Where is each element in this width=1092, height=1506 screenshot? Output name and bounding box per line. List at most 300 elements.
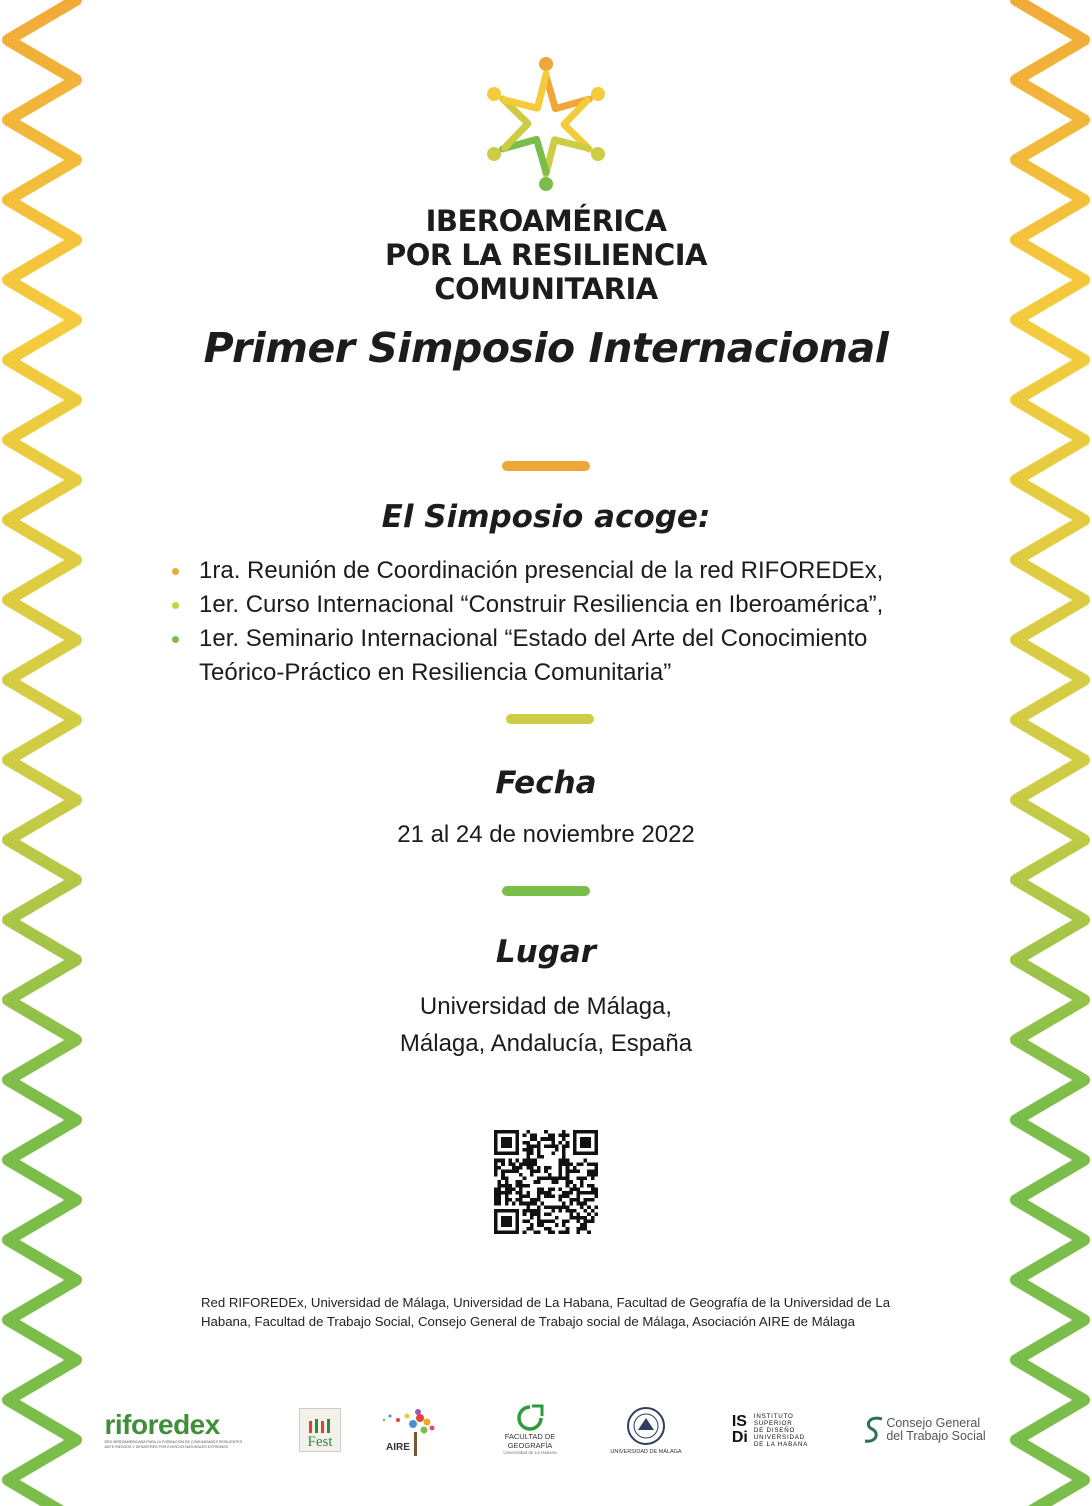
- qr-module: [587, 1212, 591, 1216]
- qr-module: [494, 1166, 498, 1170]
- qr-module: [498, 1202, 502, 1206]
- qr-module: [576, 1230, 580, 1234]
- qr-module: [562, 1148, 566, 1152]
- qr-module: [494, 1202, 498, 1206]
- qr-module: [494, 1159, 498, 1163]
- qr-module: [551, 1220, 555, 1224]
- qr-module: [530, 1134, 534, 1138]
- divider-orange: [502, 461, 590, 471]
- qr-module: [530, 1137, 534, 1141]
- isdi-line-3: DE DISEÑO: [753, 1426, 796, 1434]
- qr-module: [526, 1195, 530, 1199]
- fecha-value: 21 al 24 de noviembre 2022: [397, 821, 695, 848]
- qr-module: [580, 1227, 584, 1231]
- qr-module: [530, 1216, 534, 1220]
- qr-module: [541, 1191, 545, 1195]
- qr-module: [566, 1184, 570, 1188]
- qr-module: [537, 1144, 541, 1148]
- qr-module: [587, 1191, 591, 1195]
- qr-module: [591, 1220, 595, 1224]
- qr-module: [533, 1162, 537, 1166]
- bullet-dot-orange: [172, 568, 179, 575]
- logo-figure-head: [539, 57, 553, 71]
- qr-module: [501, 1177, 505, 1181]
- qr-module: [584, 1216, 588, 1220]
- qr-module: [591, 1191, 595, 1195]
- qr-module: [576, 1202, 580, 1206]
- qr-module: [559, 1198, 563, 1202]
- qr-module: [530, 1144, 534, 1148]
- qr-module: [559, 1177, 563, 1181]
- qr-module: [505, 1202, 509, 1206]
- qr-module: [566, 1205, 570, 1209]
- org-title-line-2: POR LA RESILIENCIA: [384, 238, 708, 272]
- qr-module: [566, 1144, 570, 1148]
- qr-module: [533, 1134, 537, 1138]
- organization-title: [0, 204, 1092, 306]
- qr-module: [537, 1180, 541, 1184]
- riforedex-logo: [102, 1395, 252, 1465]
- qr-module: [516, 1166, 520, 1170]
- qr-module: [569, 1162, 573, 1166]
- qr-module: [559, 1209, 563, 1213]
- qr-module: [566, 1195, 570, 1199]
- qr-module: [584, 1223, 588, 1227]
- qr-module: [562, 1152, 566, 1156]
- list-item-text: 1er. Seminario Internacional “Estado del Arte del Conocimiento Teórico-Práctico en Resiliencia Comunitaria”: [199, 625, 868, 686]
- symposium-title: Primer Simposio Internacional: [203, 324, 889, 372]
- qr-module: [537, 1141, 541, 1145]
- qr-module: [537, 1187, 541, 1191]
- qr-module: [580, 1223, 584, 1227]
- qr-module: [501, 1184, 505, 1188]
- uma-name: UNIVERSIDAD DE MÁLAGA: [610, 1448, 682, 1455]
- qr-module: [533, 1212, 537, 1216]
- geografia-line-1: FACULTAD DE: [504, 1432, 556, 1441]
- qr-module: [580, 1205, 584, 1209]
- qr-module: [526, 1159, 530, 1163]
- qr-module: [562, 1230, 566, 1234]
- qr-module: [533, 1144, 537, 1148]
- qr-module: [566, 1166, 570, 1170]
- logo-figure-head: [591, 147, 605, 161]
- qr-module: [544, 1212, 548, 1216]
- qr-module: [594, 1187, 598, 1191]
- qr-module: [551, 1137, 555, 1141]
- qr-module: [537, 1177, 541, 1181]
- qr-module: [523, 1195, 527, 1199]
- qr-module: [501, 1191, 505, 1195]
- logo-figure-arm: [546, 140, 588, 174]
- isdi-line-1: INSTITUTO: [753, 1412, 794, 1420]
- qr-module: [580, 1177, 584, 1181]
- qr-module: [591, 1198, 595, 1202]
- qr-module: [526, 1155, 530, 1159]
- qr-module: [530, 1169, 534, 1173]
- qr-module: [566, 1134, 570, 1138]
- qr-module: [519, 1191, 523, 1195]
- qr-module: [512, 1166, 516, 1170]
- qr-module: [533, 1180, 537, 1184]
- qr-module: [569, 1191, 573, 1195]
- qr-module: [587, 1173, 591, 1177]
- qr-module: [530, 1162, 534, 1166]
- qr-module: [566, 1230, 570, 1234]
- list-item-text: 1ra. Reunión de Coordinación presencial de la red RIFOREDEx,: [199, 557, 884, 584]
- bullet-dot-green: [172, 636, 179, 643]
- qr-module: [594, 1173, 598, 1177]
- qr-module: [523, 1134, 527, 1138]
- qr-module: [537, 1195, 541, 1199]
- qr-module: [526, 1220, 530, 1224]
- qr-module: [551, 1230, 555, 1234]
- qr-module: [505, 1180, 509, 1184]
- qr-module: [544, 1195, 548, 1199]
- qr-module: [573, 1169, 577, 1173]
- qr-module: [591, 1216, 595, 1220]
- list-item: [172, 588, 952, 622]
- universidad-malaga-logo: [606, 1395, 686, 1465]
- qr-module: [591, 1184, 595, 1188]
- qr-module: [530, 1152, 534, 1156]
- lugar-line-1: Universidad de Málaga,: [419, 993, 673, 1020]
- qr-module: [551, 1144, 555, 1148]
- qr-module: [523, 1212, 527, 1216]
- qr-module: [501, 1162, 505, 1166]
- qr-module: [516, 1184, 520, 1188]
- qr-module: [594, 1191, 598, 1195]
- qr-finder-pattern: [494, 1130, 519, 1155]
- qr-module: [559, 1187, 563, 1191]
- qr-module: [573, 1198, 577, 1202]
- qr-module: [541, 1223, 545, 1227]
- qr-module: [569, 1216, 573, 1220]
- qr-module: [505, 1195, 509, 1199]
- geografia-line-2: GEOGRAFÍA: [507, 1441, 553, 1450]
- qr-module: [569, 1202, 573, 1206]
- qr-module: [569, 1169, 573, 1173]
- qr-module: [537, 1166, 541, 1170]
- qr-module: [526, 1205, 530, 1209]
- qr-module: [548, 1212, 552, 1216]
- qr-module: [530, 1227, 534, 1231]
- qr-module: [555, 1148, 559, 1152]
- qr-module: [516, 1198, 520, 1202]
- qr-module: [591, 1177, 595, 1181]
- qr-module: [559, 1141, 563, 1145]
- qr-module: [584, 1202, 588, 1206]
- qr-module: [526, 1148, 530, 1152]
- qr-module: [587, 1230, 591, 1234]
- qr-module: [562, 1205, 566, 1209]
- qr-module: [512, 1162, 516, 1166]
- qr-module: [494, 1195, 498, 1199]
- qr-module: [533, 1137, 537, 1141]
- qr-module: [537, 1230, 541, 1234]
- consejo-trabajo-social-logo: [852, 1395, 996, 1465]
- qr-module: [548, 1220, 552, 1224]
- qr-module: [537, 1212, 541, 1216]
- qr-module: [548, 1177, 552, 1181]
- qr-module: [580, 1191, 584, 1195]
- qr-module: [526, 1166, 530, 1170]
- qr-module: [569, 1198, 573, 1202]
- qr-module: [523, 1220, 527, 1224]
- qr-module: [562, 1137, 566, 1141]
- qr-module: [494, 1187, 498, 1191]
- qr-module: [516, 1180, 520, 1184]
- acoge-title: El Simposio acoge:: [381, 499, 711, 535]
- riforedex-wordmark: riforedex: [104, 1409, 220, 1440]
- qr-module: [576, 1212, 580, 1216]
- qr-module: [551, 1209, 555, 1213]
- qr-module: [587, 1169, 591, 1173]
- qr-module: [551, 1134, 555, 1138]
- divider-green: [502, 886, 590, 896]
- qr-module: [559, 1195, 563, 1199]
- logo-figure-head: [539, 177, 553, 191]
- qr-module: [587, 1198, 591, 1202]
- qr-module: [505, 1191, 509, 1195]
- qr-module: [573, 1216, 577, 1220]
- qr-module: [516, 1191, 520, 1195]
- qr-module: [580, 1202, 584, 1206]
- qr-module: [559, 1134, 563, 1138]
- qr-module: [562, 1144, 566, 1148]
- qr-module: [530, 1223, 534, 1227]
- qr-module: [541, 1177, 545, 1181]
- qr-module: [584, 1227, 588, 1231]
- qr-module: [548, 1230, 552, 1234]
- qr-module: [555, 1144, 559, 1148]
- qr-module: [576, 1227, 580, 1231]
- qr-module: [516, 1169, 520, 1173]
- qr-module: [537, 1152, 541, 1156]
- qr-module: [548, 1187, 552, 1191]
- qr-module: [566, 1159, 570, 1163]
- qr-module: [512, 1202, 516, 1206]
- qr-module: [548, 1137, 552, 1141]
- qr-module: [566, 1227, 570, 1231]
- qr-module: [544, 1137, 548, 1141]
- aire-wordmark: AIRE: [386, 1441, 410, 1453]
- qr-module: [544, 1205, 548, 1209]
- qr-module: [533, 1159, 537, 1163]
- qr-module: [498, 1187, 502, 1191]
- qr-module: [548, 1227, 552, 1231]
- qr-module: [526, 1202, 530, 1206]
- qr-module: [494, 1173, 498, 1177]
- aire-logo: [378, 1395, 442, 1465]
- qr-module: [494, 1169, 498, 1173]
- list-item: [172, 554, 952, 588]
- qr-finder-pattern: [494, 1209, 519, 1234]
- qr-module: [566, 1177, 570, 1181]
- qr-module: [523, 1230, 527, 1234]
- qr-module: [569, 1187, 573, 1191]
- qr-module: [523, 1159, 527, 1163]
- qr-module: [530, 1166, 534, 1170]
- qr-module: [498, 1166, 502, 1170]
- qr-module: [523, 1148, 527, 1152]
- qr-module: [526, 1191, 530, 1195]
- list-item: [172, 622, 952, 690]
- qr-module: [541, 1137, 545, 1141]
- consejo-s-icon: [862, 1415, 886, 1445]
- resilience-star-logo: [474, 52, 618, 196]
- qr-module: [573, 1166, 577, 1170]
- qr-module: [555, 1205, 559, 1209]
- qr-module: [548, 1166, 552, 1170]
- qr-module: [541, 1220, 545, 1224]
- qr-module: [498, 1180, 502, 1184]
- qr-module: [498, 1184, 502, 1188]
- qr-module: [544, 1144, 548, 1148]
- qr-module: [566, 1162, 570, 1166]
- qr-module: [576, 1195, 580, 1199]
- qr-module: [530, 1198, 534, 1202]
- qr-module: [562, 1223, 566, 1227]
- qr-module: [530, 1148, 534, 1152]
- qr-module: [594, 1166, 598, 1170]
- qr-module: [544, 1191, 548, 1195]
- qr-code[interactable]: [494, 1130, 598, 1234]
- qr-module: [505, 1187, 509, 1191]
- qr-module: [576, 1191, 580, 1195]
- qr-module: [576, 1187, 580, 1191]
- logo-figure-arm: [504, 74, 546, 108]
- qr-module: [537, 1191, 541, 1195]
- qr-module: [512, 1169, 516, 1173]
- bullet-dot-olive: [172, 602, 179, 609]
- qr-module: [530, 1212, 534, 1216]
- qr-module: [555, 1223, 559, 1227]
- qr-module: [523, 1141, 527, 1145]
- qr-module: [544, 1130, 548, 1134]
- qr-module: [584, 1198, 588, 1202]
- qr-module: [573, 1209, 577, 1213]
- qr-module: [562, 1130, 566, 1134]
- org-title-line-3: COMUNITARIA: [434, 272, 658, 306]
- qr-module: [580, 1216, 584, 1220]
- qr-module: [523, 1202, 527, 1206]
- qr-module: [555, 1216, 559, 1220]
- qr-module: [555, 1177, 559, 1181]
- qr-module: [566, 1191, 570, 1195]
- qr-module: [591, 1169, 595, 1173]
- qr-module: [537, 1169, 541, 1173]
- qr-module: [562, 1134, 566, 1138]
- qr-module: [537, 1223, 541, 1227]
- qr-module: [566, 1169, 570, 1173]
- qr-module: [551, 1141, 555, 1145]
- qr-module: [541, 1187, 545, 1191]
- qr-module: [505, 1198, 509, 1202]
- qr-module: [548, 1205, 552, 1209]
- qr-module: [587, 1162, 591, 1166]
- qr-module: [498, 1198, 502, 1202]
- qr-module: [569, 1180, 573, 1184]
- isdi-line-4: UNIVERSIDAD: [753, 1433, 805, 1441]
- qr-module: [594, 1162, 598, 1166]
- organizers-credits: Red RIFOREDEx, Universidad de Málaga, Universidad de La Habana, Facultad de Geografía de la Universidad de La Habana, Facultad de Trabajo Social, Consejo General de Trabajo social de Málaga, Asociación AIRE de Málaga: [201, 1295, 891, 1329]
- qr-module: [551, 1180, 555, 1184]
- qr-finder-pattern: [573, 1130, 598, 1155]
- qr-module: [587, 1205, 591, 1209]
- qr-module: [512, 1187, 516, 1191]
- qr-module: [523, 1177, 527, 1181]
- qr-module: [498, 1159, 502, 1163]
- qr-module: [533, 1209, 537, 1213]
- qr-module: [562, 1220, 566, 1224]
- qr-module: [530, 1173, 534, 1177]
- qr-module: [523, 1184, 527, 1188]
- qr-module: [562, 1159, 566, 1163]
- qr-module: [580, 1184, 584, 1188]
- qr-module: [576, 1198, 580, 1202]
- consejo-line-1: Consejo General: [886, 1416, 981, 1430]
- qr-module: [544, 1169, 548, 1173]
- qr-module: [591, 1162, 595, 1166]
- qr-module: [537, 1155, 541, 1159]
- qr-module: [562, 1162, 566, 1166]
- qr-module: [548, 1144, 552, 1148]
- logo-figure-head: [591, 87, 605, 101]
- qr-module: [537, 1198, 541, 1202]
- qr-module: [526, 1162, 530, 1166]
- qr-module: [559, 1205, 563, 1209]
- isdi-line-5: DE LA HABANA: [753, 1440, 809, 1448]
- qr-module: [562, 1177, 566, 1181]
- qr-module: [584, 1159, 588, 1163]
- qr-module: [566, 1141, 570, 1145]
- qr-module: [559, 1162, 563, 1166]
- geografia-circle-icon: [515, 1404, 545, 1432]
- qr-module: [537, 1148, 541, 1152]
- qr-module: [519, 1195, 523, 1199]
- qr-module: [555, 1180, 559, 1184]
- qr-module: [526, 1141, 530, 1145]
- qr-module: [559, 1169, 563, 1173]
- qr-module: [523, 1162, 527, 1166]
- qr-module: [569, 1212, 573, 1216]
- qr-module: [533, 1202, 537, 1206]
- fest-logo: [298, 1395, 342, 1465]
- qr-module: [519, 1166, 523, 1170]
- qr-module: [533, 1198, 537, 1202]
- qr-module: [519, 1162, 523, 1166]
- qr-module: [544, 1227, 548, 1231]
- acoge-list: [172, 554, 952, 690]
- qr-module: [576, 1216, 580, 1220]
- qr-module: [541, 1202, 545, 1206]
- qr-module: [508, 1184, 512, 1188]
- qr-module: [594, 1205, 598, 1209]
- qr-module: [551, 1195, 555, 1199]
- qr-module: [573, 1184, 577, 1188]
- qr-module: [576, 1169, 580, 1173]
- qr-module: [526, 1209, 530, 1213]
- qr-module: [519, 1184, 523, 1188]
- qr-module: [537, 1209, 541, 1213]
- qr-module: [508, 1169, 512, 1173]
- qr-module: [576, 1162, 580, 1166]
- logo-figure-head: [487, 147, 501, 161]
- qr-module: [569, 1209, 573, 1213]
- qr-module: [498, 1191, 502, 1195]
- qr-module: [576, 1220, 580, 1224]
- qr-module: [505, 1184, 509, 1188]
